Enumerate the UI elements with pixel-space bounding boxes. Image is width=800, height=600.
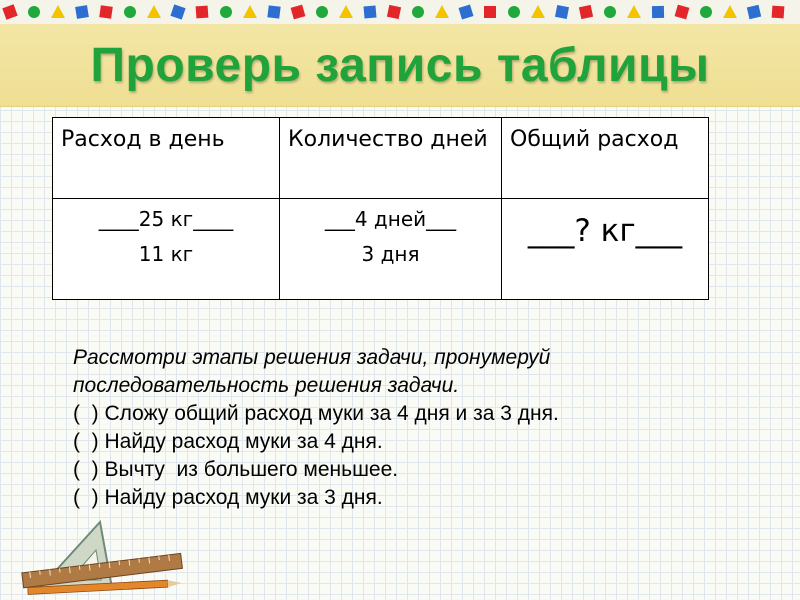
decorative-shape	[484, 6, 496, 18]
title-banner	[0, 24, 800, 107]
table-data-row	[53, 199, 709, 300]
decorative-shape	[267, 5, 280, 18]
step-item-subtract: ( ) Вычту из большего меньшее.	[73, 458, 399, 481]
decorative-shape	[675, 5, 690, 20]
decorative-shape	[147, 5, 161, 18]
decorative-shape	[99, 5, 113, 19]
header-number-of-days: Количество дней	[280, 118, 502, 199]
page-title: Проверь запись таблицы	[90, 39, 710, 92]
decorative-shape	[363, 5, 376, 18]
table-header-row	[53, 118, 709, 199]
decorative-shapes-strip	[0, 0, 800, 24]
value-3-days: 3 дня	[361, 242, 420, 266]
instruction-intro-line-1: Рассмотри этапы решения задачи, пронумеруй	[73, 346, 551, 369]
decorative-shape	[723, 5, 737, 18]
step-item-find-4-days: ( ) Найду расход муки за 4 дня.	[73, 430, 383, 453]
value-unknown-total: ___? кг___	[527, 213, 683, 249]
step-item-find-3-days: ( ) Найду расход муки за 3 дня.	[73, 486, 383, 509]
decorative-shape	[243, 5, 257, 18]
cell-total-consumption	[502, 199, 709, 300]
decorative-shape	[28, 6, 40, 18]
decorative-shape	[51, 5, 65, 18]
decorative-shape	[196, 6, 209, 19]
decorative-shape	[508, 6, 520, 18]
decorative-shape	[316, 6, 328, 18]
decorative-shape	[747, 5, 761, 19]
decorative-shape	[435, 5, 449, 18]
decorative-shape	[531, 5, 545, 18]
decorative-shape	[291, 5, 306, 20]
step-item-add-total: ( ) Сложу общий расход муки за 4 дня и за 3 дня.	[73, 402, 559, 425]
value-25kg: ____25 кг____	[98, 207, 234, 231]
decorative-shape	[412, 6, 424, 18]
value-11kg: 11 кг	[138, 242, 194, 266]
decorative-shape	[604, 6, 616, 18]
decorative-shape	[700, 6, 712, 18]
cell-daily-consumption	[53, 199, 280, 300]
decorative-shape	[339, 5, 353, 18]
decorative-shape	[459, 5, 474, 20]
cell-number-of-days	[280, 199, 502, 300]
ruler-and-protractor-decoration	[0, 500, 190, 600]
shapes-border	[0, 0, 800, 24]
decorative-shape	[652, 6, 664, 18]
decorative-shape	[387, 5, 401, 19]
decorative-shape	[627, 5, 641, 18]
instruction-intro-line-2: последовательность решения задачи.	[73, 374, 460, 397]
decorative-shape	[772, 6, 785, 19]
decorative-shape	[75, 5, 89, 19]
task-instructions	[73, 344, 773, 512]
problem-table	[52, 117, 709, 300]
header-total-consumption: Общий расход	[502, 118, 709, 199]
decorative-shape	[124, 6, 136, 18]
decorative-shape	[2, 4, 17, 19]
decorative-shape	[579, 5, 593, 19]
header-daily-consumption: Расход в день	[53, 118, 280, 199]
decorative-shape	[220, 6, 232, 18]
decorative-shape	[170, 4, 185, 19]
decorative-shape	[555, 5, 569, 19]
value-4-days: ___4 дней___	[324, 207, 457, 231]
